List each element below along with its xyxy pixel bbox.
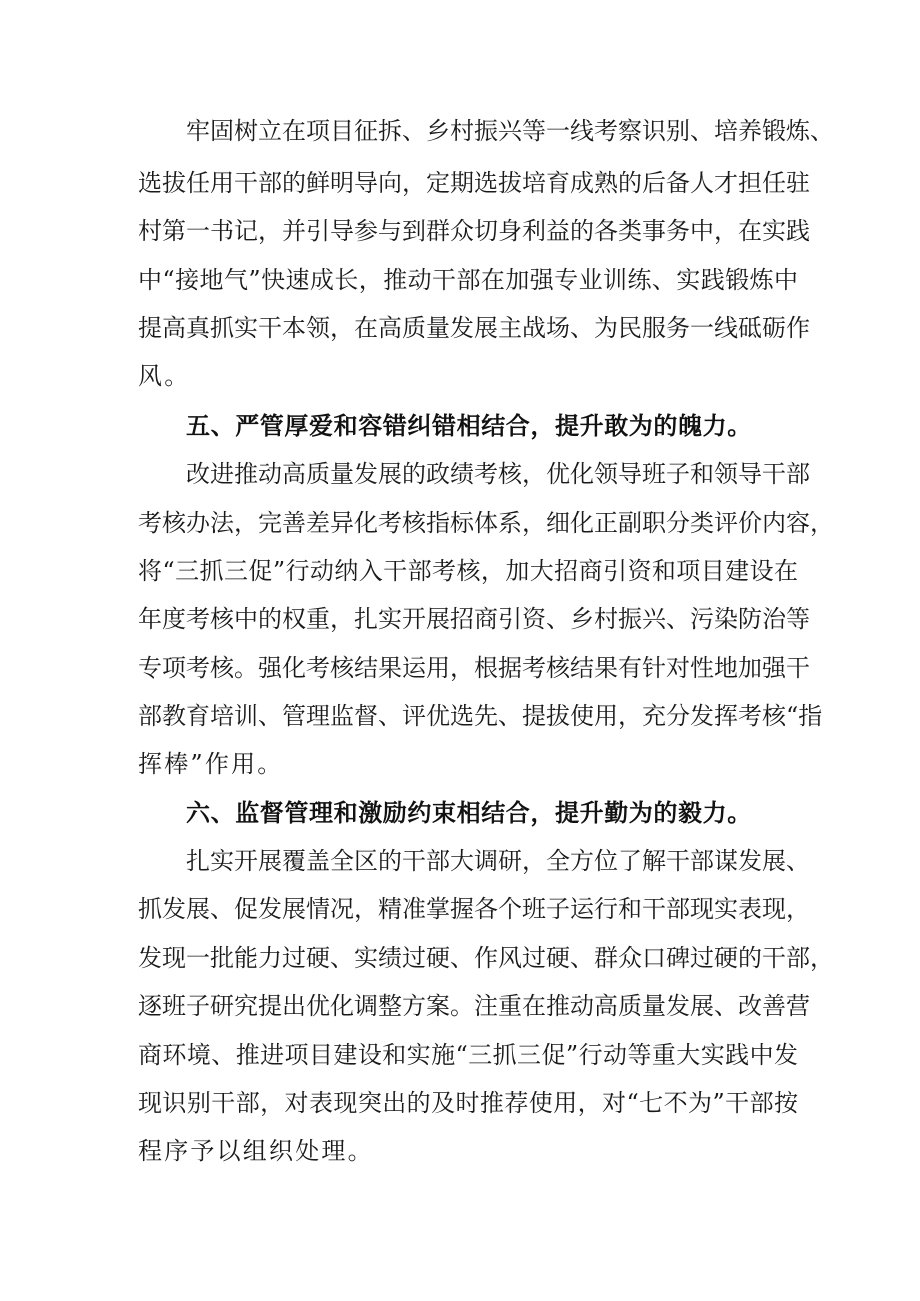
paragraph-3-line: 商环境、推进项目建设和实施“三抓三促”行动等重大实践中发 bbox=[138, 1041, 798, 1069]
paragraph-2-line: 挥棒”作用。 bbox=[138, 750, 284, 778]
paragraph-1-line: 提高真抓实干本领，在高质量发展主战场、为民服务一线砥砺作 bbox=[138, 314, 810, 342]
paragraph-1-line: 风。 bbox=[138, 362, 191, 390]
paragraph-2-line: 年度考核中的权重，扎实开展招商引资、乡村振兴、污染防治等 bbox=[138, 605, 810, 633]
paragraph-3-line: 现识别干部，对表现突出的及时推荐使用，对“七不为”干部按 bbox=[138, 1089, 798, 1117]
paragraph-2-line: 改进推动高质量发展的政绩考核，优化领导班子和领导干部 bbox=[186, 460, 810, 488]
paragraph-3-line: 程序予以组织处理。 bbox=[138, 1137, 374, 1165]
paragraph-1-line: 牢固树立在项目征拆、乡村振兴等一线考察识别、培养锻炼、 bbox=[186, 117, 834, 145]
paragraph-3-line: 发现一批能力过硬、实绩过硬、作风过硬、群众口碑过硬的干部， bbox=[138, 944, 834, 972]
section-heading-6: 六、监督管理和激励约束相结合，提升勤为的毅力。 bbox=[186, 799, 752, 827]
paragraph-1-line: 选拔任用干部的鲜明导向，定期选拔培育成熟的后备人才担任驻 bbox=[138, 169, 810, 197]
paragraph-2-line: 考核办法，完善差异化考核指标体系，细化正副职分类评价内容， bbox=[138, 509, 834, 537]
paragraph-3-line: 抓发展、促发展情况，精准掌握各个班子运行和干部现实表现， bbox=[138, 895, 810, 923]
paragraph-1-line: 中“接地气”快速成长，推动干部在加强专业训练、实践锻炼中 bbox=[138, 266, 798, 294]
paragraph-1-line: 村第一书记，并引导参与到群众切身利益的各类事务中，在实践 bbox=[138, 217, 810, 245]
paragraph-3-line: 逐班子研究提出优化调整方案。注重在推动高质量发展、改善营 bbox=[138, 992, 810, 1020]
paragraph-3-line: 扎实开展覆盖全区的干部大调研，全方位了解干部谋发展、 bbox=[186, 847, 810, 875]
paragraph-2-line: 将“三抓三促”行动纳入干部考核，加大招商引资和项目建设在 bbox=[138, 557, 798, 585]
paragraph-2-line: 专项考核。强化考核结果运用，根据考核结果有针对性地加强干 bbox=[138, 654, 810, 682]
section-heading-5: 五、严管厚爱和容错纠错相结合，提升敢为的魄力。 bbox=[186, 412, 752, 440]
paragraph-2-line: 部教育培训、管理监督、评优选先、提拔使用，充分发挥考核“指 bbox=[138, 702, 823, 730]
